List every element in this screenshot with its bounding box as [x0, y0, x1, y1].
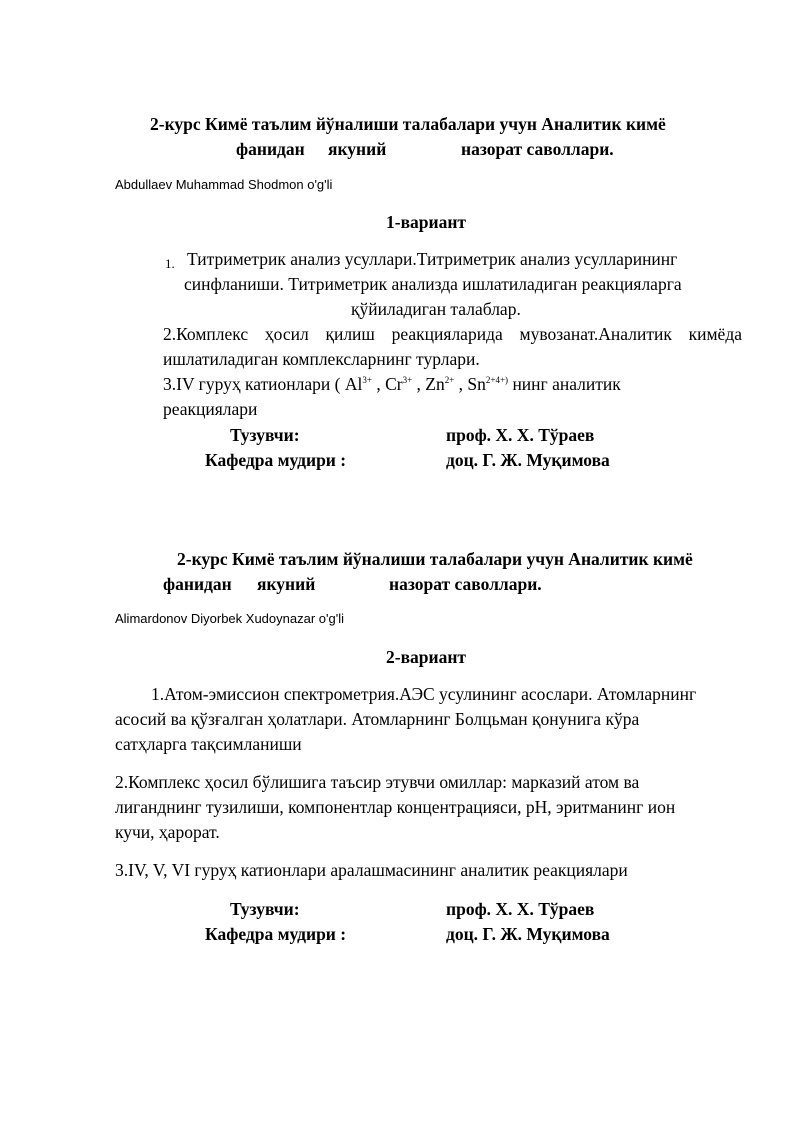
section1-head-label: Кафедра мудири : [205, 450, 347, 470]
section2-q3: 3.IV, V, VI гуруҳ катионлари аралашмасининг аналитик реакциялари [115, 860, 628, 880]
zn-charge: 2+ [444, 375, 455, 386]
section2-q2-line1: 2.Комплекс ҳосил бўлишига таъсир этувчи омиллар: марказий атом ва [115, 772, 640, 792]
section2-composer-name: проф. Х. Х. Тўраев [446, 899, 595, 919]
section1-q1-number: 1. [165, 256, 175, 271]
section2-q2-line3: кучи, ҳарорат. [115, 822, 220, 842]
section1-head-name: доц. Г. Ж. Муқимова [446, 450, 610, 470]
section1-q1-line3: қўйиладиган талаблар. [351, 299, 521, 319]
section2-variant-heading: 2-вариант [386, 647, 467, 667]
section1-q2-line1: 2.Комплекс ҳосил қилиш реакцияларида мувозанат.Аналитик кимёда [163, 324, 742, 344]
section1-variant-heading: 1-вариант [386, 212, 467, 232]
section1-composer-name: проф. Х. Х. Тўраев [446, 425, 595, 445]
section2-head-name: доц. Г. Ж. Муқимова [446, 924, 610, 944]
section2-q1-line1: 1.Атом-эмиссион спектрометрия.АЭС усулининг асослари. Атомларнинг [151, 684, 697, 704]
section1-title-word-a: фанидан [236, 139, 305, 159]
q3-prefix: 3.IV гуруҳ катионлари ( Al [163, 374, 363, 394]
q3-zn: , Zn [412, 374, 445, 394]
q3-suffix: нинг аналитик [508, 374, 621, 394]
section2-q1-line2: асосий ва қўзғалган ҳолатлари. Атомларнинг Болцьман қонунига кўра [115, 709, 640, 729]
section2-q2-line2: лиганднинг тузилиши, компонентлар концентрацияси, pH, эритманинг ион [115, 797, 676, 817]
section2-q1-line3: сатҳларга тақсимланиши [115, 734, 302, 754]
section1-q3-line1 [163, 372, 621, 396]
sn-charge: 2+4+) [485, 375, 509, 386]
section2-student-name: Alimardonov Diyorbek Xudoynazar o'g'li [115, 611, 344, 626]
section1-q1-line2: синфланиши. Титриметрик анализда ишлатиладиган реакцияларга [184, 274, 682, 294]
q3-sn: , Sn [454, 374, 486, 394]
al-charge: 3+ [362, 375, 372, 386]
q3-cr: , Cr [371, 374, 403, 394]
section2-title-word-a: фанидан [163, 574, 232, 594]
section1-student-name: Abdullaev Muhammad Shodmon o'g'li [115, 177, 333, 192]
section1-q3-line2: реакциялари [163, 399, 258, 419]
section1-q1-line1: Титриметрик анализ усуллари.Титриметрик анализ усулларининг [187, 249, 678, 269]
section1-title-word-c: назорат саволлари. [461, 139, 614, 159]
section2-title-word-b: якуний [257, 574, 316, 594]
section2-head-label: Кафедра мудири : [205, 924, 347, 944]
section2-title-line1: 2-курс Кимё таълим йўналиши талабалари учун Аналитик кимё [177, 549, 693, 569]
section2-title-word-c: назорат саволлари. [389, 574, 542, 594]
cr-charge: 3+ [402, 375, 413, 386]
section1-q2-line2: ишлатиладиган комплексларнинг турлари. [163, 349, 480, 369]
section1-composer-label: Тузувчи: [230, 425, 300, 445]
section1-title-line1: 2-курс Кимё таълим йўналиши талабалари учун Аналитик кимё [150, 114, 666, 134]
section2-composer-label: Тузувчи: [230, 899, 300, 919]
section1-title-word-b: якуний [328, 139, 387, 159]
